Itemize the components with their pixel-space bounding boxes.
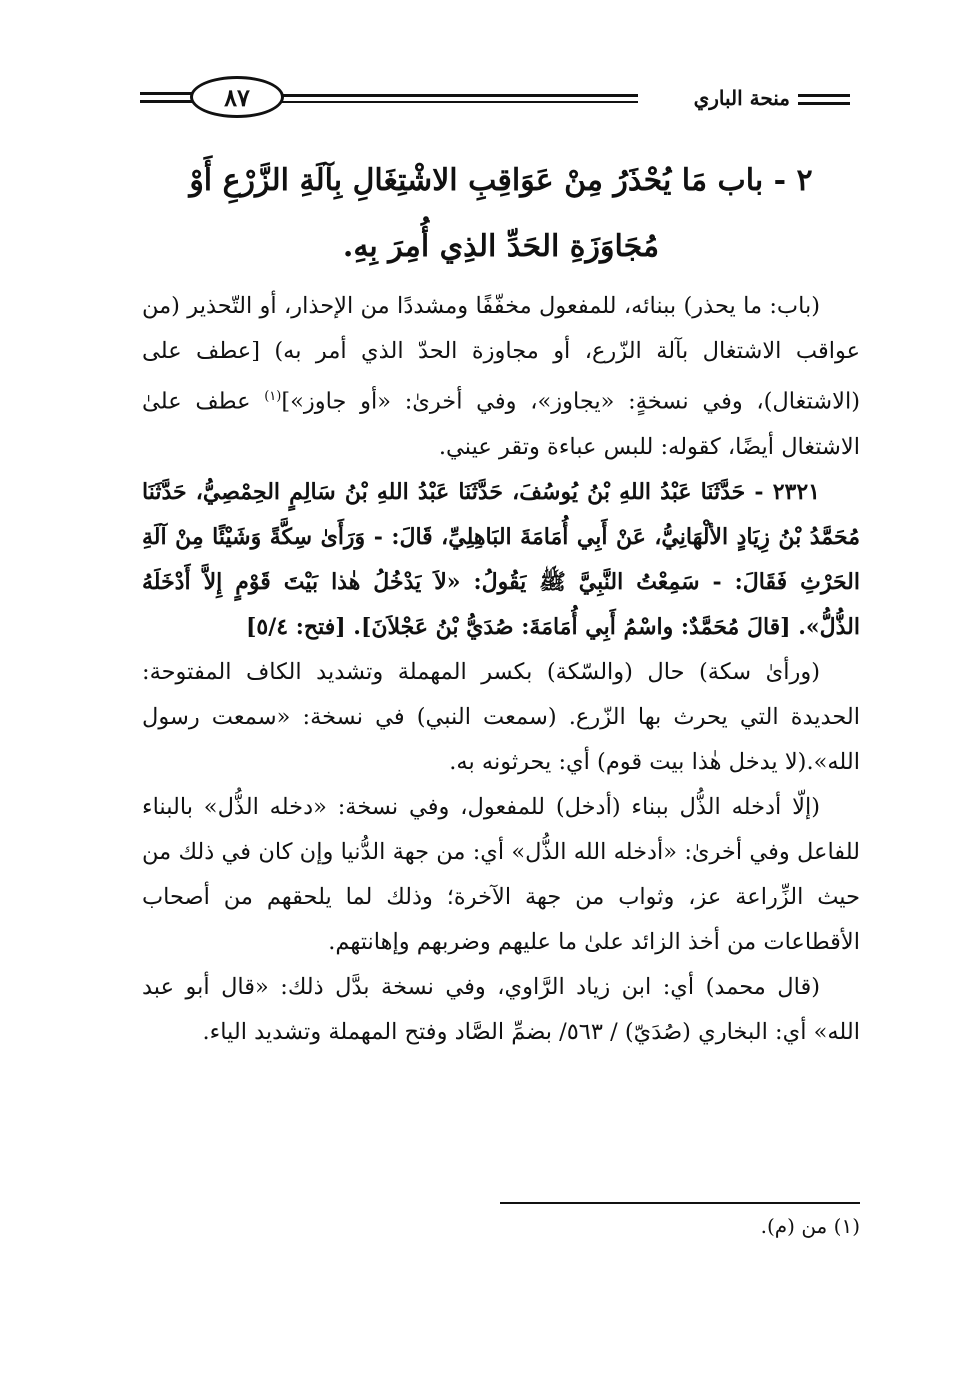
hadith-text: ٢٣٢١ - حَدَّثَنَا عَبْدُ اللهِ بْنُ يُوسُفَ، حَدَّثَنَا عَبْدُ اللهِ بْنُ سَالِمٍ الحِمْصِيُّ، حَدَّثَنَا مُحَمَّدُ بْنُ زِيَادٍ الألْهَانِيُّ، عَنْ أَبِي أُمَامَةَ البَاهِلِيِّ، قَالَ: - وَرَأَىٰ سِكَّةً وَشَيْئًا مِنْ آلَةِ الحَرْثِ فَقَالَ: - سَمِعْتُ النَّبِيَّ ﷺ يَقُولُ: «لاَ يَدْخُلُ هٰذا بَيْتَ قَوْمٍ إِلاَّ أَدْخَلَهُ الذُّلُّ». [قالَ مُحَمَّدٌ: واسْمُ أَبِي أُمَامَةَ: صُدَيُّ بْنُ عَجْلاَنَ]. [فتح: ٥/٤] <box>142 478 860 640</box>
page-body <box>142 148 860 1055</box>
footnote-reference: (١) <box>264 389 282 404</box>
paragraph-1-tail: عطف علىٰ الاشتغال أيضًا، كقوله: للبس عباءة وتقر عيني. <box>142 388 860 460</box>
paragraph-4: (قال محمد) أي: ابن زياد الرَّاوي، وفي نسخة بدَّل ذلك: «قال أبو عبد الله» أي: البخاري (صُدَيّ) / ٥٦٣/ بضمِّ الصَّاد وفتح المهملة وتشديد الياء. <box>142 973 860 1045</box>
page-header <box>140 72 850 128</box>
page-number-oval <box>190 76 284 118</box>
paragraph-1 <box>142 284 860 470</box>
header-rule-left-bottom <box>140 100 194 103</box>
page-number: ٨٧ <box>224 82 250 112</box>
header-rule-middle-top <box>280 94 638 97</box>
paragraph-2: (ورأىٰ سكة) حال (والسّكة) بكسر المهملة وتشديد الكاف المفتوحة: الحديدة التي يحرث بها الزّرع. (سمعت النبي) في نسخة: «سمعت رسول الله».(لا يدخل هٰذا بيت قوم) أي: يحرثونه به. <box>142 658 860 775</box>
book-title: منحة الباري <box>693 86 790 110</box>
paragraph-1-text: (باب: ما يحذر) ببنائه، للمفعول مخفّفًا ومشددًا من الإحذار، أو التّحذير (من عواقب الاشتغال بآلة الزّرع، أو مجاوزة الحدّ الذي أمر به) [عطف على (الاشتغال)، وفي نسخةٍ: «يجاوز»، وفي أخرىٰ: «أو جاوز»] <box>142 293 860 415</box>
footnote-divider <box>500 1202 860 1204</box>
header-rule-right-top <box>798 94 850 97</box>
chapter-title: ٢ - باب مَا يُحْذَرُ مِنْ عَوَاقِبِ الاشْتِغَالِ بِآلَةِ الزَّرْعِ أَوْ مُجَاوَزَةِ الحَدِّ الذِي أُمِرَ بِهِ. <box>189 163 813 264</box>
paragraph-3: (إلّا أدخله الذُّل ببناء (أدخل) للمفعول، وفي نسخة: «دخله الذُّل» بالبناء للفاعل وفي أخرىٰ: «أدخله الله الذُّل» أي: من جهة الدُّنيا وإن كان في ذلك من حيث الزِّراعة عز، وثواب من جهة الآخرة؛ وذلك لما يلحقهم من أصحاب الأقطاعات من أخذ الزائد علىٰ ما عليهم وضربهم وإهانتهم. <box>142 793 860 955</box>
footnote: (١) من (م). <box>760 1214 860 1238</box>
header-rule-right-bottom <box>798 102 850 105</box>
header-rule-middle-bottom <box>280 101 638 103</box>
header-rule-left-top <box>140 92 194 95</box>
